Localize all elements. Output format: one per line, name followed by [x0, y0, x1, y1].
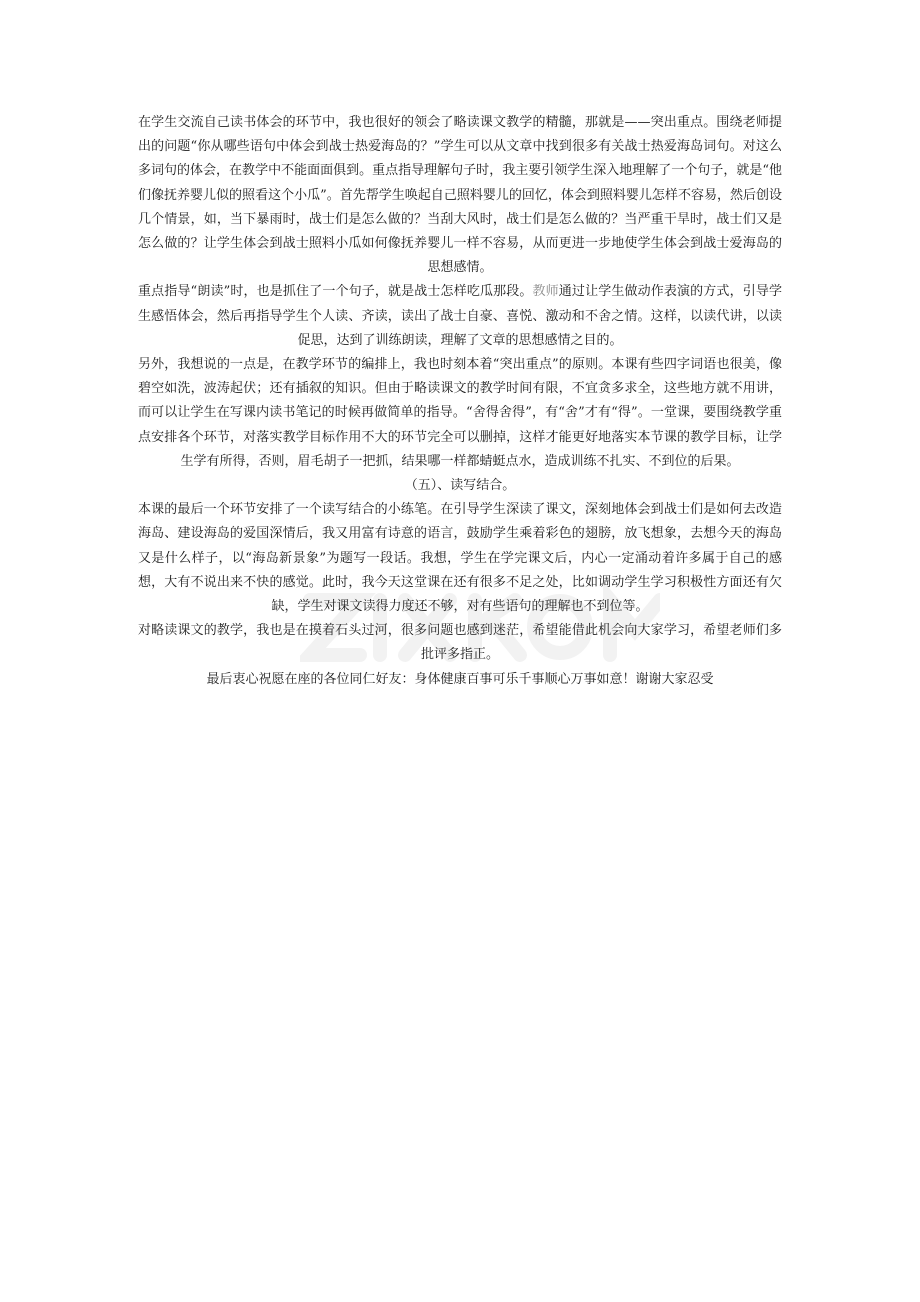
highlighted-term-link[interactable]: 教师: [532, 284, 559, 300]
paragraph-closing-wishes: 最后衷心祝愿在座的各位同仁好友：身体健康百事可乐千事顺心万事如意！谢谢大家忍受: [206, 671, 714, 687]
paragraph-lesson-arrangement: 另外，我想说的一点是，在教学环节的编排上，我也时刻本着“突出重点”的原则。本课有些四字词语也很美，像碧空如洗，波涛起伏；还有插叙的知识。但由于略读课文的教学时间有限，不宜贪多求全，这些地方就不用讲，而可以让学生在写课内读书笔记的时候再做简单的指导。“舍得舍得”，有“舍”才有“得”。一堂课，要围绕教学重点安排各个环节，对落实教学目标作用不大的环节完全可以删掉，这样才能更好地落实本节课的教学目标，让学生学有所得，否则，眉毛胡子一把抓，结果哪一样都蜻蜓点水，造成训练不扎实、不到位的后果。: [138, 357, 782, 469]
document-body: [138, 111, 782, 692]
paragraph-reading-writing: 本课的最后一个环节安排了一个读写结合的小练笔。在引导学生深读了课文，深刻地体会到战士们是如何去改造海岛、建设海岛的爱国深情后，我又用富有诗意的语言，鼓励学生乘着彩色的翅膀，放飞想象，去想今天的海岛又是什么样子，以“海岛新景象”为题写一段话。我想，学生在学完课文后，内心一定涌动着许多属于自己的感想，大有不说出来不快的感觉。此时，我今天这堂课在还有很多不足之处，比如调动学生学习积极性方面还有欠缺，学生对课文读得力度还不够，对有些语句的理解也不到位等。: [138, 502, 782, 615]
section-heading: （五）、读写结合。: [404, 478, 516, 494]
paragraph-reflection: 对略读课文的教学，我也是在摸着石头过河，很多问题也感到迷茫，希望能借此机会向大家学习，希望老师们多批评多指正。: [138, 623, 782, 663]
paragraph-text-before: 重点指导“朗读”时，也是抓住了一个句子，就是战士怎样吃瓜那段。: [138, 284, 533, 300]
paragraph-text-after: 通过让学生做动作表演的方式，引导学生感悟体会，然后再指导学生个人读、齐读，读出了战士自豪、喜悦、激动和不舍之情。这样，以读代讲，以读促思，达到了训练朗读，理解了文章的思想感情之目的。: [138, 284, 782, 348]
paragraph-reading-experience: 在学生交流自己读书体会的环节中，我也很好的领会了略读课文教学的精髓，那就是——突出重点。围绕老师提出的问题“你从哪些语句中体会到战士热爱海岛的？”学生可以从文章中找到很多有关战士热爱海岛词句。对这么多词句的体会，在教学中不能面面俱到。重点指导理解句子时，我主要引领学生深入地理解了一个句子，就是“他们像抚养婴儿似的照看这个小瓜”。首先帮学生唤起自己照料婴儿的回忆，体会到照料婴儿怎样不容易，然后创设几个情景，如，当下暴雨时，战士们是怎么做的？当刮大风时，战士们是怎么做的？当严重干旱时，战士们又是怎么做的？让学生体会到战士照料小瓜如何像抚养婴儿一样不容易，从而更进一步地使学生体会到战士爱海岛的思想感情。: [138, 115, 782, 276]
paragraph-reading-guidance: [138, 280, 782, 353]
